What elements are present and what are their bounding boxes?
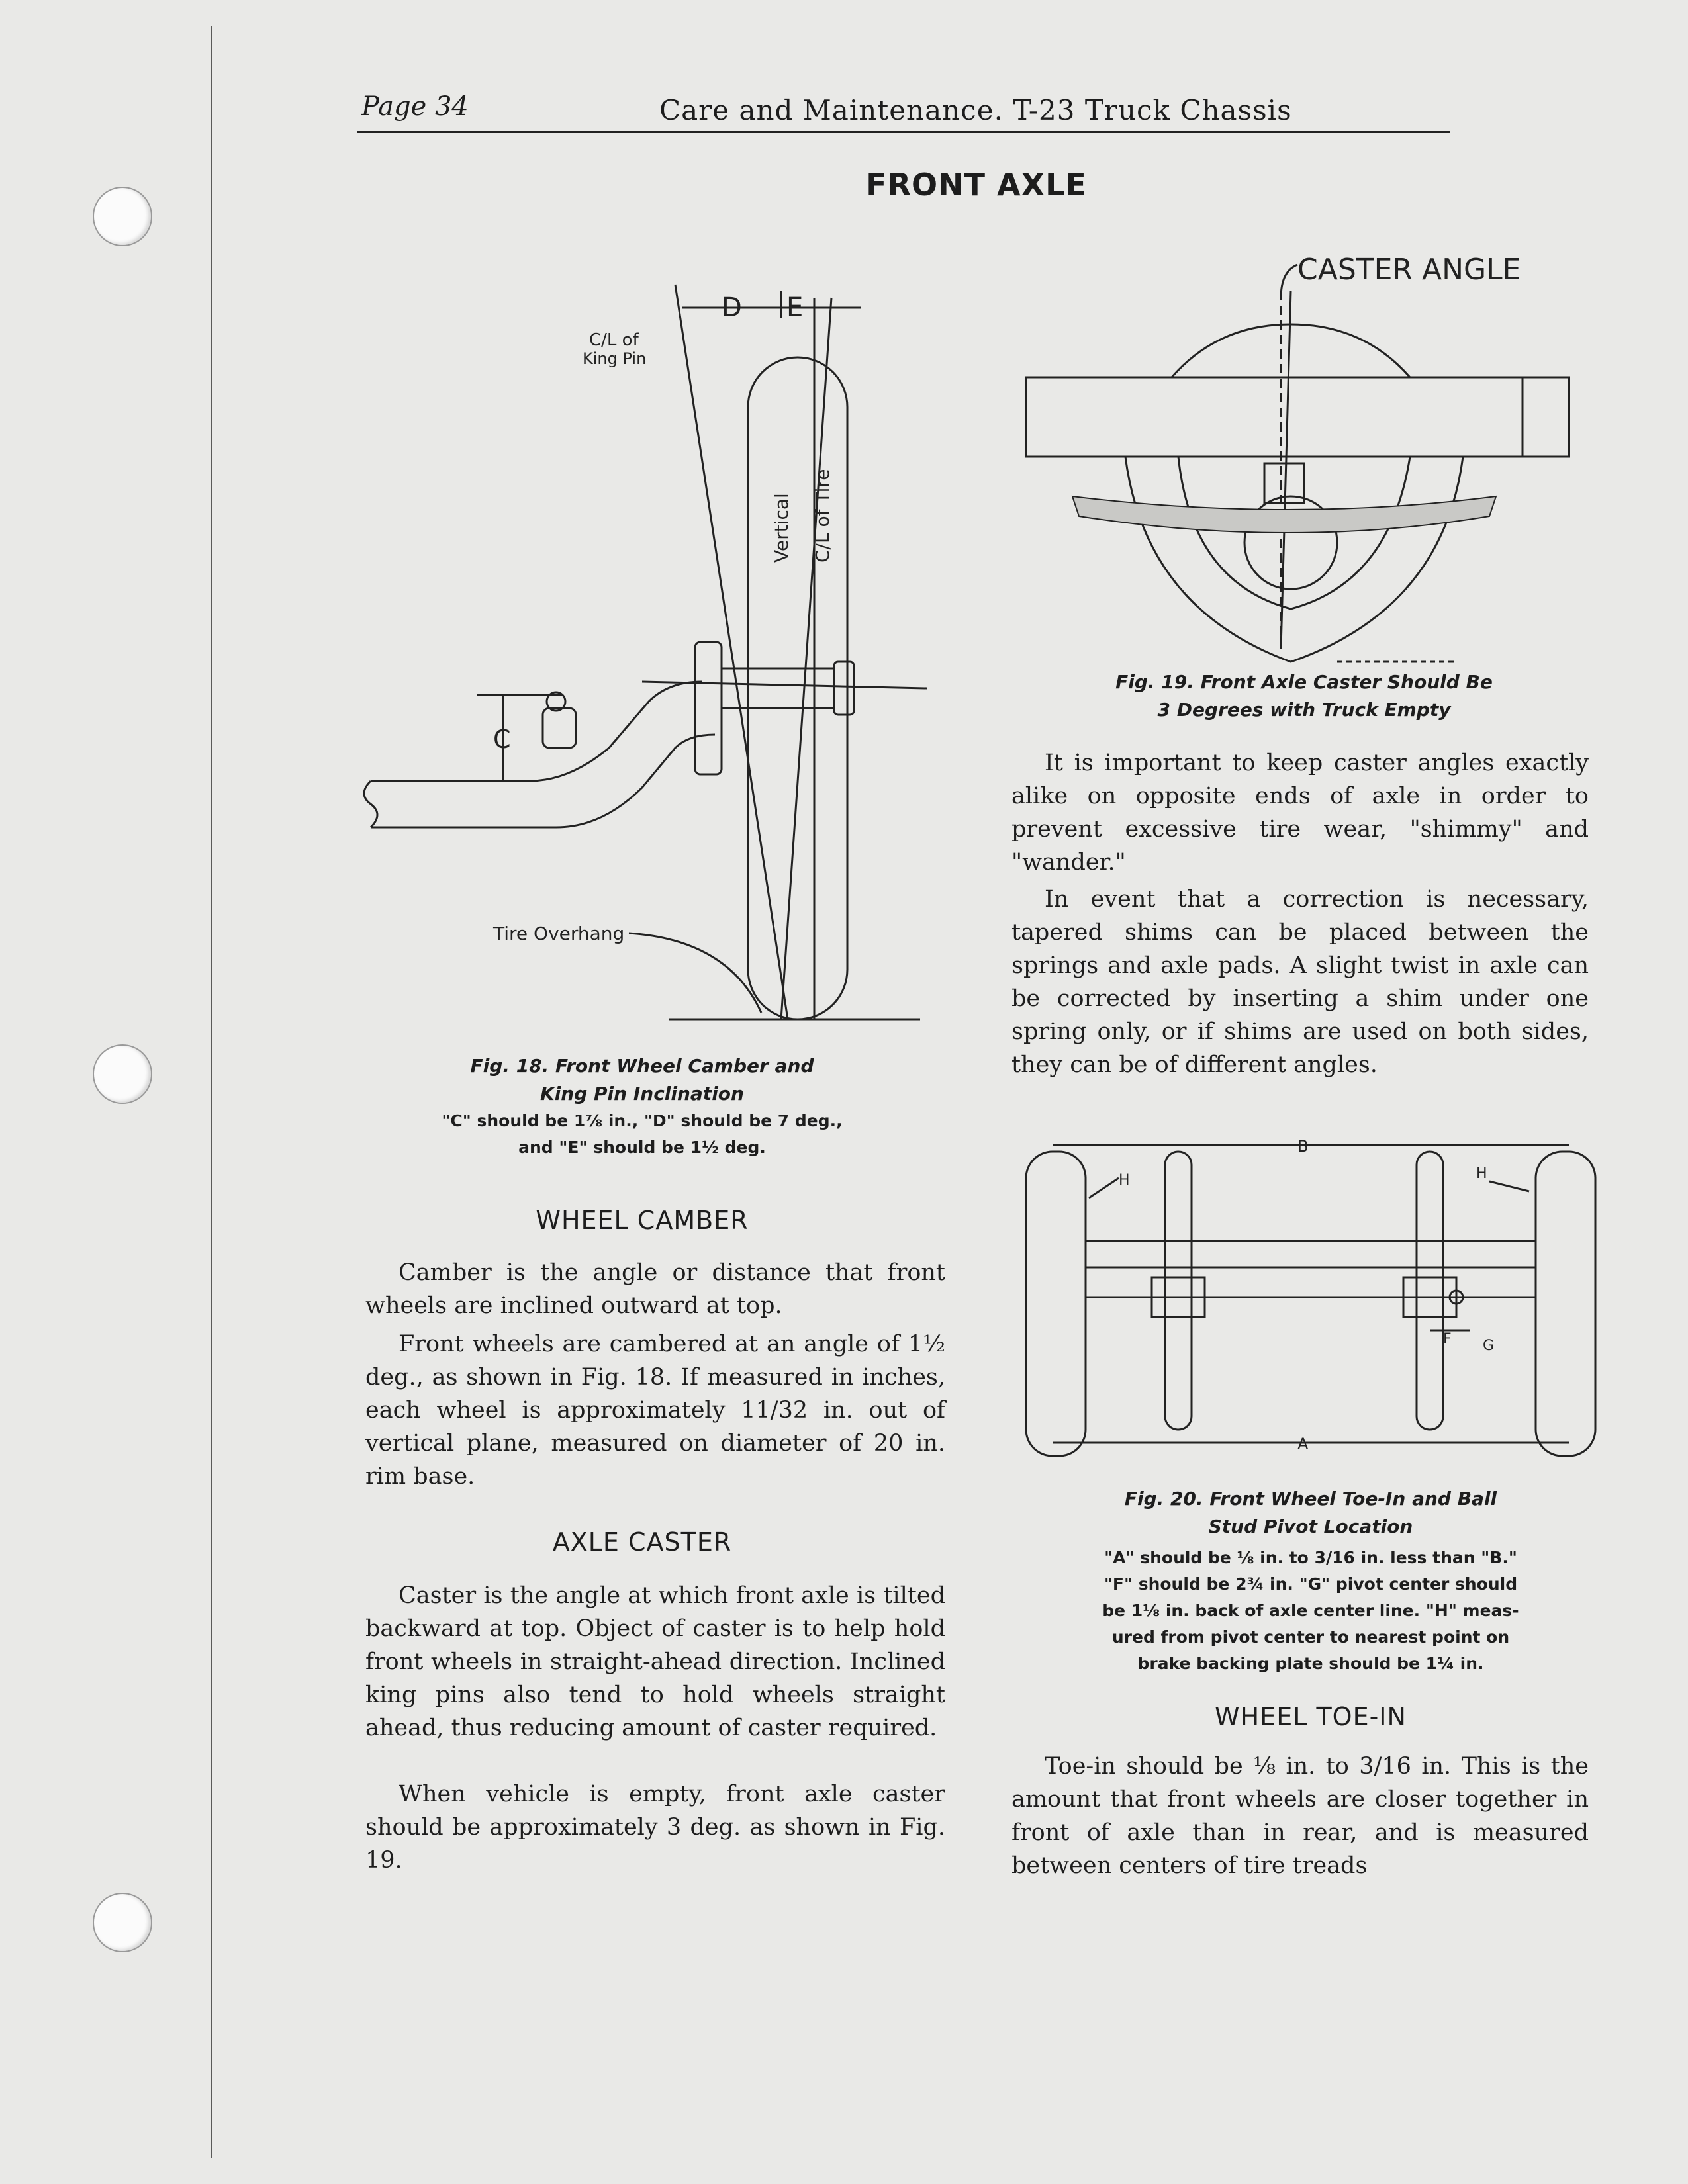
punch-hole-top bbox=[93, 187, 152, 246]
toe-in-paragraph: Toe-in should be ⅛ in. to 3/16 in. This is the amount that front wheels are closer together in front of axle than in rear, and is measured between centers of tire treads bbox=[1011, 1753, 1589, 1879]
left-wheel bbox=[1026, 1152, 1086, 1456]
page-number: Page 34 bbox=[361, 91, 469, 122]
binding-margin-line bbox=[211, 26, 212, 2158]
label-kingpin2: King Pin bbox=[583, 349, 647, 368]
camber-paragraph-1: Camber is the angle or distance that front wheels are inclined outward at top. bbox=[365, 1259, 945, 1319]
fig19-caption-line1: Fig. 19. Front Axle Caster Should Be bbox=[1115, 671, 1493, 693]
label-vertical: Vertical bbox=[771, 493, 792, 563]
label-h-left: H bbox=[1119, 1172, 1130, 1189]
label-tire-overhang: Tire Overhang bbox=[493, 923, 625, 944]
fig18-diagram bbox=[357, 271, 927, 1039]
axle-beam-top bbox=[371, 682, 702, 781]
caster-paragraph-1: Caster is the angle at which front axle is tilted backward at top. Object of caster is to help hold front wheels in straight-ahead direction. Inclined king pins also tend to hold wheels straight ahead, thus reducing amount of caster required. bbox=[365, 1582, 945, 1741]
heading-axle-caster: AXLE CASTER bbox=[552, 1527, 732, 1557]
fig20-caption bbox=[1019, 1485, 1602, 1677]
front-axle bbox=[1086, 1241, 1536, 1267]
right-frame-rail bbox=[1417, 1152, 1443, 1430]
fig19-caption bbox=[1033, 668, 1575, 724]
label-caster-angle: CASTER ANGLE bbox=[1297, 253, 1521, 287]
label-kingpin: C/L of bbox=[589, 330, 639, 350]
fig20-note-line3: be 1⅛ in. back of axle center line. "H" meas- bbox=[1102, 1601, 1519, 1620]
tire-centerline bbox=[781, 298, 831, 1019]
fig19-caption-line2: 3 Degrees with Truck Empty bbox=[1157, 699, 1451, 721]
label-h-right: H bbox=[1476, 1165, 1487, 1182]
fig18-note-line2: and "E" should be 1½ deg. bbox=[518, 1138, 766, 1157]
label-f: F bbox=[1443, 1331, 1452, 1347]
fig20-caption-line2: Stud Pivot Location bbox=[1208, 1516, 1413, 1537]
steering-knuckle bbox=[695, 642, 722, 774]
fig20-caption-line1: Fig. 20. Front Wheel Toe-In and Ball bbox=[1124, 1488, 1497, 1510]
page-header bbox=[357, 91, 1450, 133]
label-b: B bbox=[1297, 1137, 1309, 1156]
caster-importance-paragraph: It is important to keep caster angles exactly alike on opposite ends of axle in order to prevent excessive tire wear, "shimmy" and "wander." bbox=[1011, 750, 1589, 876]
left-frame-rail bbox=[1165, 1152, 1192, 1430]
fig20-note-line2: "F" should be 2¾ in. "G" pivot center should bbox=[1103, 1574, 1518, 1594]
label-g: G bbox=[1483, 1338, 1495, 1354]
fig18-note-line1: "C" should be 1⅞ in., "D" should be 7 deg., bbox=[442, 1111, 843, 1130]
wheel-bottom-arc bbox=[1125, 457, 1463, 662]
right-wheel bbox=[1536, 1152, 1595, 1456]
running-title: Care and Maintenance. T-23 Truck Chassis bbox=[659, 94, 1292, 126]
frame-rail bbox=[1026, 377, 1569, 457]
ball-stud bbox=[543, 708, 576, 748]
caster-paragraph-2: When vehicle is empty, front axle caster should be approximately 3 deg. as shown in Fig. 19. bbox=[365, 1781, 945, 1874]
kingpin-centerline bbox=[675, 285, 788, 1019]
heading-wheel-camber: WHEEL CAMBER bbox=[536, 1206, 749, 1235]
wheel-top-arc bbox=[1172, 324, 1410, 377]
label-c: C bbox=[493, 725, 511, 754]
label-a: A bbox=[1297, 1435, 1309, 1453]
label-cl-tire: C/L of Tire bbox=[812, 469, 833, 563]
fig20-note-line4: ured from pivot center to nearest point on bbox=[1111, 1627, 1510, 1647]
punch-hole-middle bbox=[93, 1044, 152, 1104]
fig19-diagram bbox=[1019, 238, 1589, 675]
tire-outline bbox=[748, 357, 847, 1019]
fig20-note-line1: "A" should be ⅛ in. to 3/16 in. less than "B." bbox=[1104, 1548, 1517, 1567]
label-d: D bbox=[722, 293, 742, 323]
fig18-caption-line2: King Pin Inclination bbox=[540, 1083, 744, 1105]
fig20-diagram bbox=[1019, 1125, 1602, 1469]
heading-wheel-toe-in: WHEEL TOE-IN bbox=[1215, 1702, 1407, 1731]
fig20-note-line5: brake backing plate should be 1¼ in. bbox=[1137, 1654, 1484, 1673]
punch-hole-bottom bbox=[93, 1893, 152, 1952]
page-title: FRONT AXLE bbox=[866, 167, 1087, 203]
fig18-caption-line1: Fig. 18. Front Wheel Camber and bbox=[470, 1055, 814, 1077]
camber-paragraph-2: Front wheels are cambered at an angle of 1½ deg., as shown in Fig. 18. If measured in inches, each wheel is approximately 11/32 in. out of vertical plane, measured on diameter of 20 in. rim base. bbox=[365, 1331, 945, 1490]
label-e: E bbox=[786, 293, 804, 323]
caster-correction-paragraph: In event that a correction is necessary, tapered shims can be placed between the springs and axle pads. A slight twist in axle can be corrected by inserting a shim under one spring only, or if shims are used on both sides, they can be of different angles. bbox=[1011, 886, 1589, 1078]
fig18-caption bbox=[371, 1052, 914, 1161]
